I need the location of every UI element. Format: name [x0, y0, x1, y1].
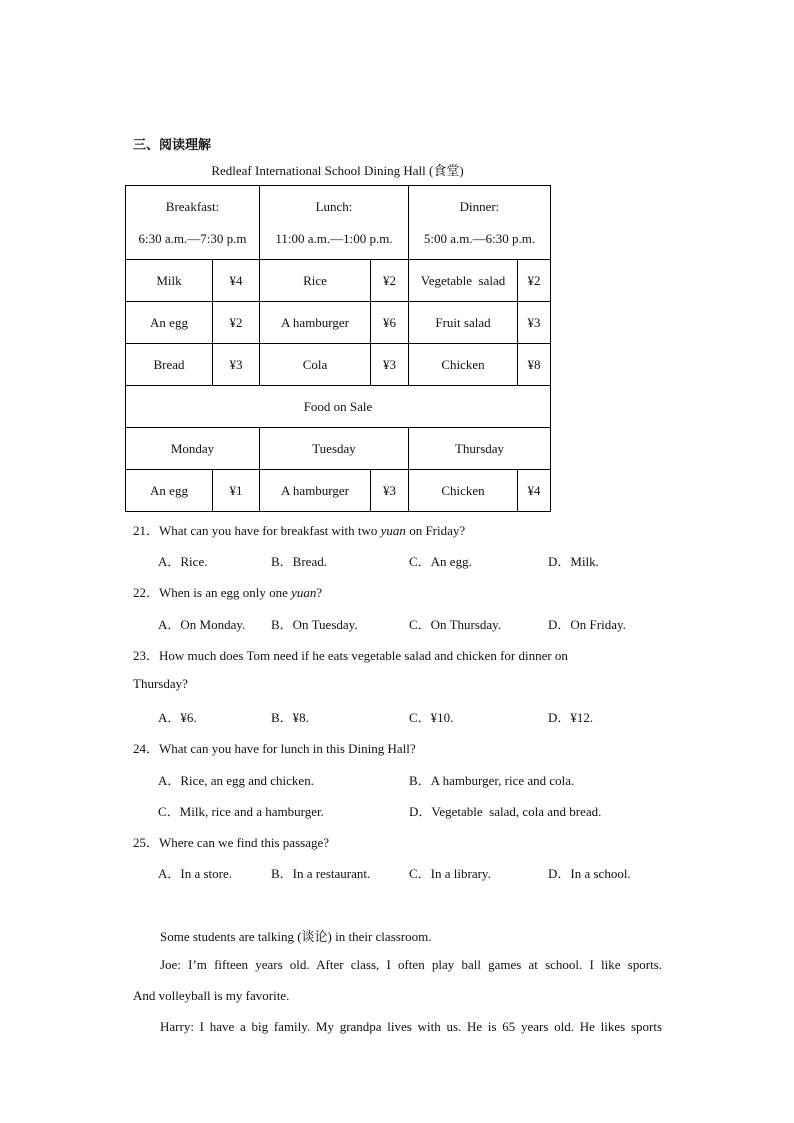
question-text: 21．What can you have for breakfast with two — [133, 523, 381, 538]
lunch-price: ¥3 — [371, 344, 409, 386]
option-a: A．Rice. — [158, 554, 208, 569]
breakfast-price: ¥4 — [213, 260, 260, 302]
question-text: 22．When is an egg only one — [133, 585, 292, 600]
sale-item: Chicken — [409, 470, 518, 512]
question-22 — [133, 582, 322, 601]
breakfast-item: Bread — [126, 344, 213, 386]
option-d: D．On Friday. — [548, 617, 626, 632]
option-a: A．On Monday. — [158, 617, 246, 632]
table-caption: Redleaf International School Dining Hall (食堂) — [211, 163, 464, 178]
option-d: D．Milk. — [548, 554, 599, 569]
lunch-item: A hamburger — [260, 302, 371, 344]
table-row — [126, 344, 551, 386]
sale-price: ¥1 — [213, 470, 260, 512]
sale-item: A hamburger — [260, 470, 371, 512]
lunch-price: ¥2 — [371, 260, 409, 302]
sale-title-row — [126, 386, 551, 428]
section-heading: 三、阅读理解 — [133, 138, 212, 153]
sale-item: An egg — [126, 470, 213, 512]
dinner-price: ¥3 — [518, 302, 551, 344]
lunch-price: ¥6 — [371, 302, 409, 344]
dinner-item: Chicken — [409, 344, 518, 386]
option-c: C．On Thursday. — [409, 617, 502, 632]
lunch-item: Rice — [260, 260, 371, 302]
passage-joe-line-1: Joe: I’m fifteen years old. After class, I often play ball games at school. I like sports. — [160, 957, 662, 972]
option-a: A．¥6. — [158, 710, 197, 725]
table-row — [126, 260, 551, 302]
passage-intro: Some students are talking (谈论) in their classroom. — [160, 929, 432, 944]
option-c: C．Milk, rice and a hamburger. — [158, 804, 324, 819]
option-d: D．Vegetable salad, cola and bread. — [409, 804, 602, 819]
question-text: on Friday? — [405, 523, 466, 538]
breakfast-price: ¥2 — [213, 302, 260, 344]
question-24: 24．What can you have for lunch in this Dining Hall? — [133, 741, 416, 756]
question-emphasis: yuan — [291, 585, 317, 600]
option-c: C．¥10. — [409, 710, 454, 725]
breakfast-time: 6:30 a.m.—7:30 p.m — [138, 230, 247, 246]
option-b: B．¥8. — [271, 710, 309, 725]
breakfast-price: ¥3 — [213, 344, 260, 386]
question-23-continued: Thursday? — [133, 676, 188, 691]
dinner-time: 5:00 a.m.—6:30 p.m. — [423, 230, 536, 246]
question-25: 25．Where can we find this passage? — [133, 835, 330, 850]
sale-day-thursday: Thursday — [409, 428, 551, 470]
sale-items-row — [126, 470, 551, 512]
option-d: D．In a school. — [548, 866, 631, 881]
option-a: A．Rice, an egg and chicken. — [158, 773, 314, 788]
option-b: B．In a restaurant. — [271, 866, 371, 881]
question-23: 23．How much does Tom need if he eats vegetable salad and chicken for dinner on — [133, 648, 568, 663]
lunch-label: Lunch: — [315, 198, 353, 214]
question-text: ? — [316, 585, 323, 600]
table-row — [126, 302, 551, 344]
question-emphasis: yuan — [380, 523, 406, 538]
option-b: B．On Tuesday. — [271, 617, 358, 632]
dinner-price: ¥2 — [518, 260, 551, 302]
sale-price: ¥4 — [518, 470, 551, 512]
breakfast-item: Milk — [126, 260, 213, 302]
option-c: C．In a library. — [409, 866, 491, 881]
lunch-item: Cola — [260, 344, 371, 386]
option-b: B．Bread. — [271, 554, 327, 569]
sale-price: ¥3 — [371, 470, 409, 512]
option-a: A．In a store. — [158, 866, 233, 881]
question-21 — [133, 520, 465, 539]
option-b: B．A hamburger, rice and cola. — [409, 773, 575, 788]
sale-days-row — [126, 428, 551, 470]
dinner-item: Fruit salad — [409, 302, 518, 344]
option-d: D．¥12. — [548, 710, 594, 725]
sale-day-tuesday: Tuesday — [260, 428, 409, 470]
passage-joe-line-2: And volleyball is my favorite. — [133, 988, 290, 1003]
breakfast-header-cell — [126, 186, 260, 260]
option-c: C．An egg. — [409, 554, 472, 569]
dinner-header-cell — [409, 186, 551, 260]
dinner-price: ¥8 — [518, 344, 551, 386]
breakfast-label: Breakfast: — [165, 198, 220, 214]
meal-header-row — [126, 186, 551, 260]
lunch-header-cell — [260, 186, 409, 260]
dining-hall-menu-table — [125, 185, 551, 512]
dinner-label: Dinner: — [459, 198, 500, 214]
sale-title: Food on Sale — [126, 386, 551, 428]
sale-day-monday: Monday — [126, 428, 260, 470]
dinner-item: Vegetable salad — [409, 260, 518, 302]
lunch-time: 11:00 a.m.—1:00 p.m. — [275, 230, 393, 246]
breakfast-item: An egg — [126, 302, 213, 344]
passage-harry-line-1: Harry: I have a big family. My grandpa lives with us. He is 65 years old. He likes sports — [160, 1019, 662, 1034]
